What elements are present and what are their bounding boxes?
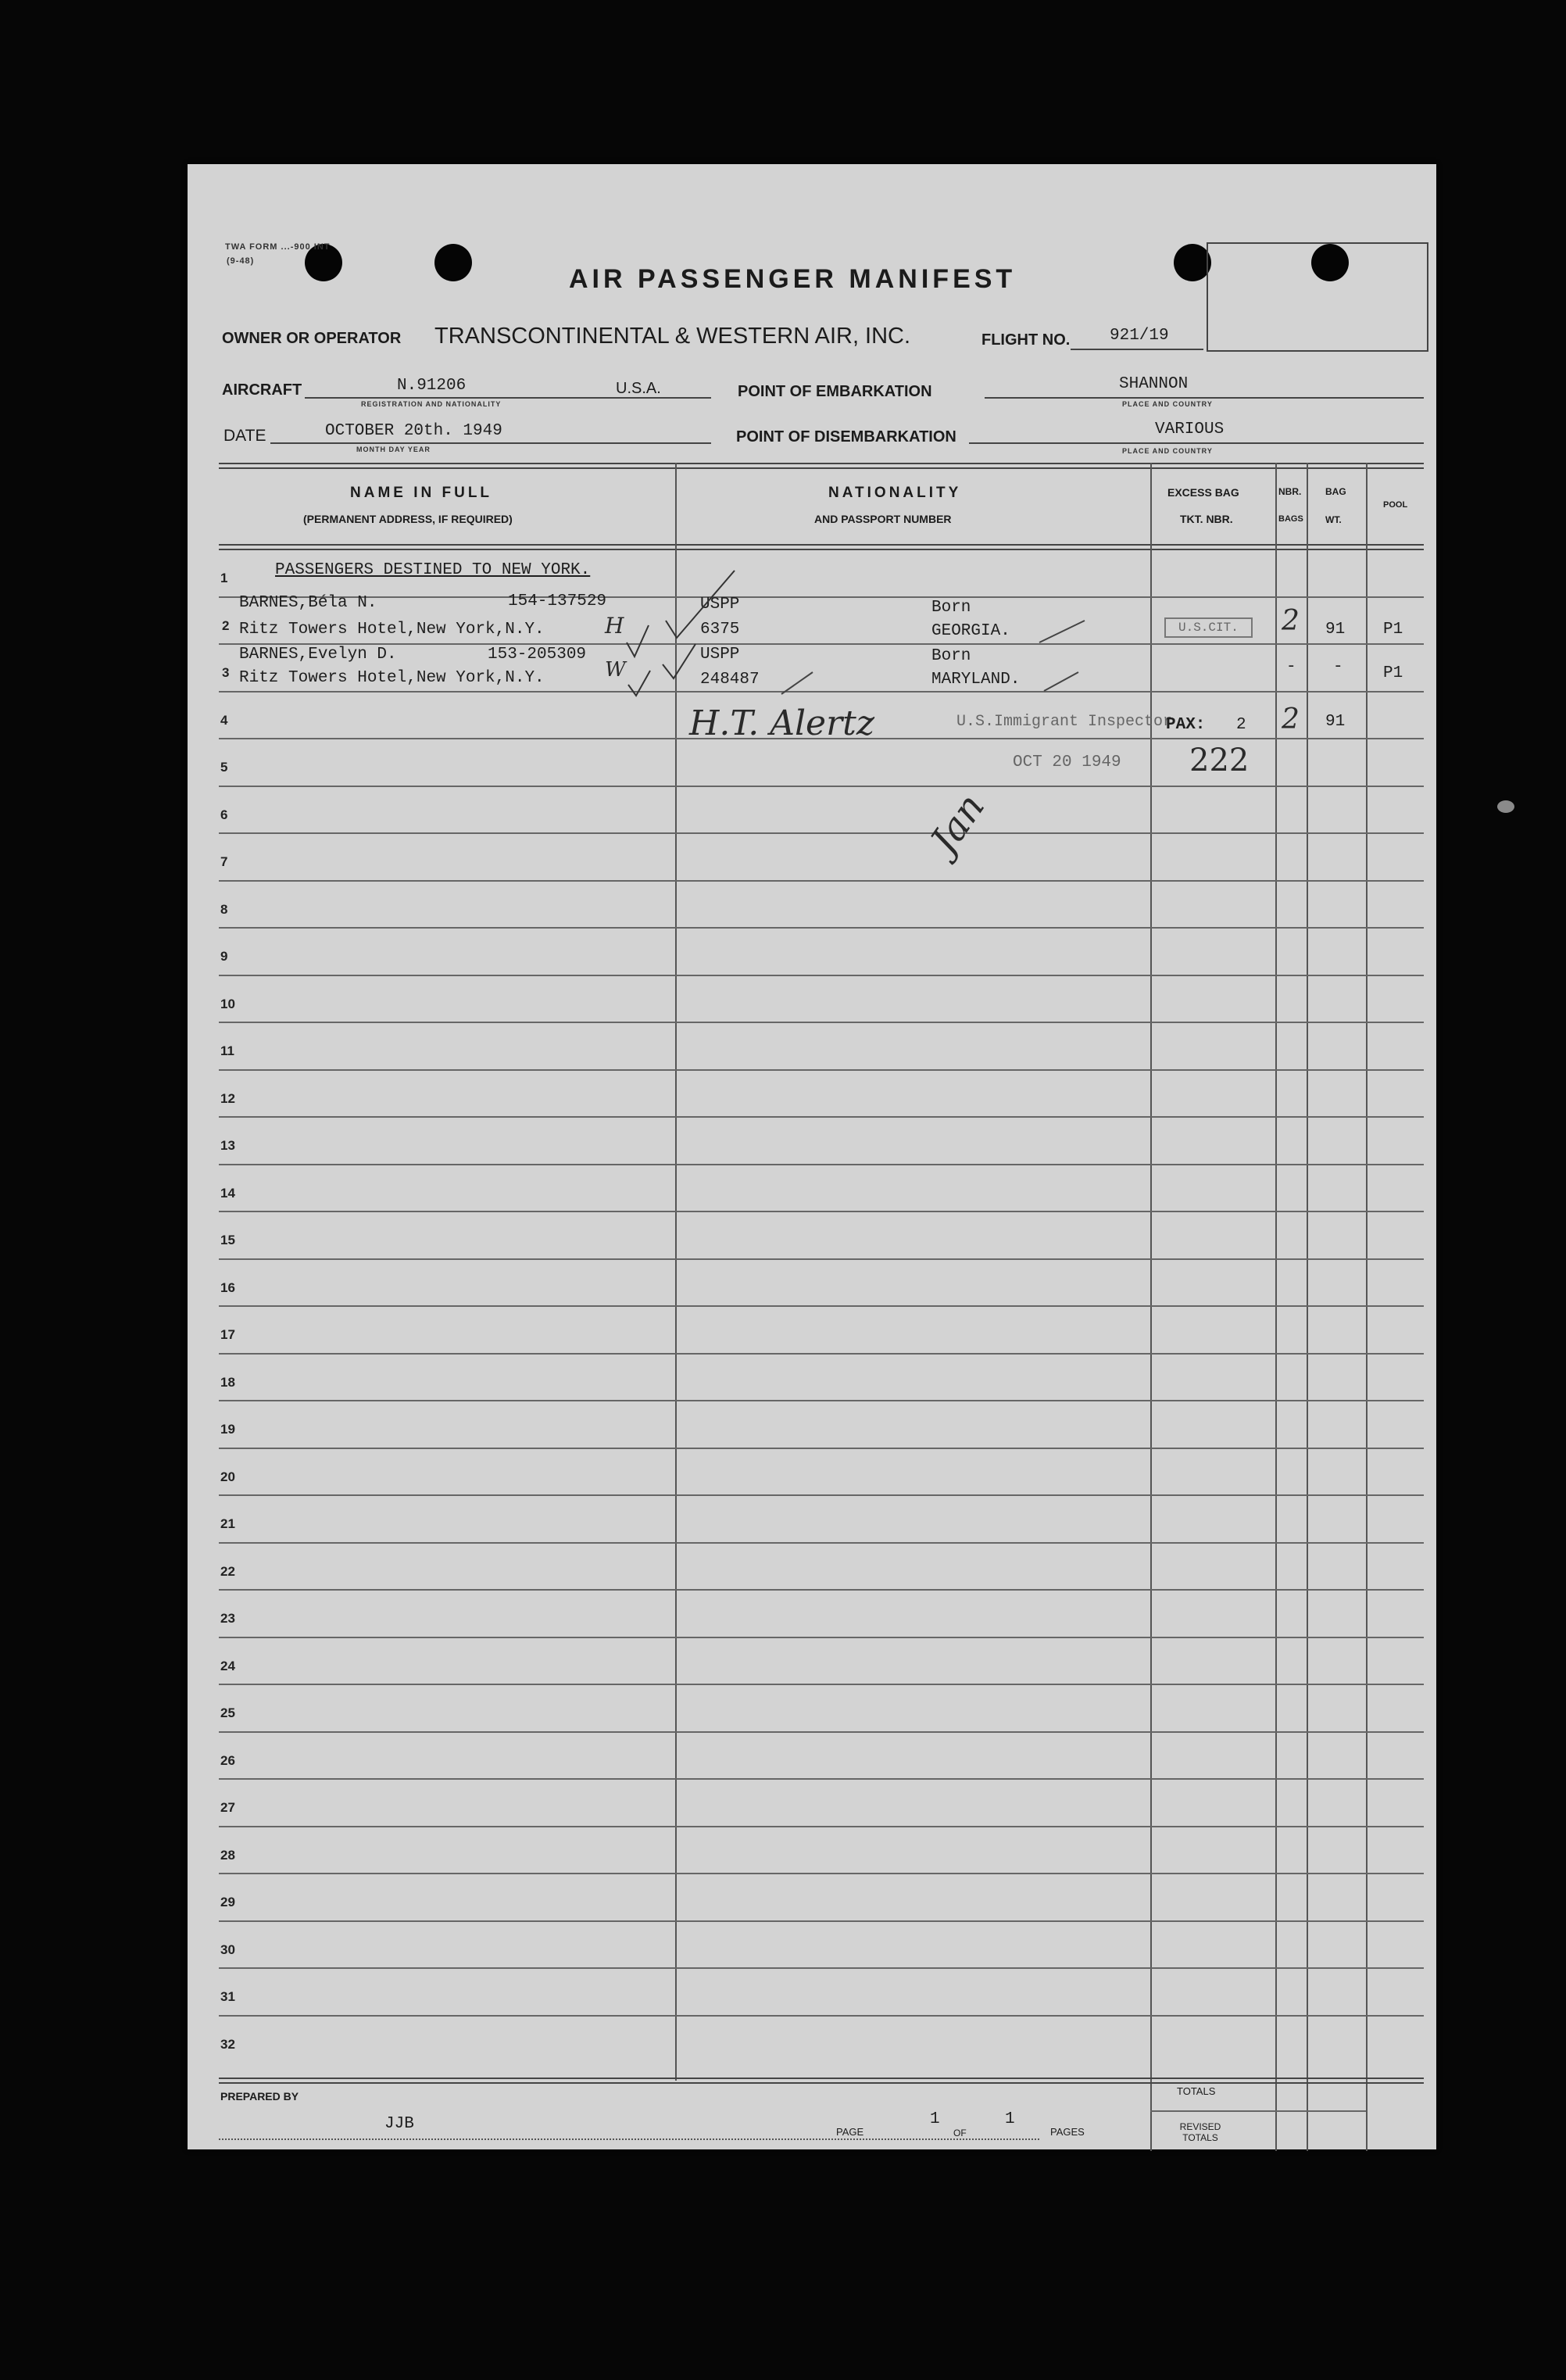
row-number: 6 bbox=[220, 807, 228, 822]
passenger-2-birthplace: MARYLAND. bbox=[931, 671, 1021, 689]
column-subheader-nationality: AND PASSPORT NUMBER bbox=[814, 513, 952, 525]
form-revision: (9-48) bbox=[227, 256, 255, 266]
passenger-1-birthplace: GEORGIA. bbox=[931, 622, 1010, 640]
row-number: 8 bbox=[220, 901, 228, 917]
inspector-signature: H.T. Alertz bbox=[689, 703, 874, 743]
passenger-2-bags: - bbox=[1286, 658, 1296, 676]
passenger-1-weight: 91 bbox=[1325, 621, 1346, 639]
pax-label: PAX: bbox=[1166, 716, 1206, 734]
row-number: 2 bbox=[222, 617, 230, 633]
row-rule bbox=[219, 2015, 1424, 2017]
date-label: DATE bbox=[223, 427, 266, 445]
tick-maryland bbox=[1044, 672, 1078, 691]
row-number: 21 bbox=[220, 1516, 235, 1531]
passenger-1-ticket: 154-137529 bbox=[508, 592, 607, 610]
column-subheader-nbr: BAGS bbox=[1278, 514, 1303, 524]
passenger-2-ticket: 153-205309 bbox=[488, 646, 587, 664]
passenger-1-mark: H bbox=[605, 613, 624, 639]
totals-label: TOTALS bbox=[1177, 2085, 1216, 2097]
check-mark-2 bbox=[663, 644, 695, 678]
row-rule bbox=[219, 1589, 1424, 1591]
row-number: 19 bbox=[220, 1422, 235, 1437]
row-number: 22 bbox=[220, 1563, 235, 1579]
stamp-number: 222 bbox=[1189, 743, 1250, 778]
row-number: 1 bbox=[220, 571, 228, 585]
passenger-2-born: Born bbox=[931, 647, 971, 665]
form-code: TWA FORM ...-900 INT bbox=[225, 242, 331, 252]
row-number: 11 bbox=[220, 1043, 234, 1058]
passenger-1-excess-stamp: U.S.CIT. bbox=[1164, 617, 1253, 638]
passenger-1-address: Ritz Towers Hotel,New York,N.Y. bbox=[239, 621, 545, 639]
check-mark-3 bbox=[627, 625, 649, 657]
row-number: 31 bbox=[220, 1989, 235, 2004]
disembarkation-label: POINT OF DISEMBARKATION bbox=[736, 428, 956, 446]
check-mark-1 bbox=[666, 571, 735, 638]
disembarkation-place: VARIOUS bbox=[1155, 421, 1225, 438]
row-number: 3 bbox=[222, 665, 230, 680]
owner-label: OWNER OR OPERATOR bbox=[222, 330, 402, 347]
embarkation-caption: PLACE AND COUNTRY bbox=[1122, 400, 1213, 408]
page-label: PAGE bbox=[836, 2126, 864, 2138]
column-header-excess-bag: EXCESS BAG bbox=[1167, 486, 1239, 499]
row-number: 28 bbox=[220, 1847, 235, 1863]
row-rule bbox=[219, 1731, 1424, 1733]
initials-scrawl: Jan bbox=[922, 786, 994, 862]
page-title: AIR PASSENGER MANIFEST bbox=[569, 264, 1017, 294]
row-rule bbox=[219, 1305, 1424, 1307]
flight-label: FLIGHT NO. bbox=[981, 331, 1071, 349]
row-number: 10 bbox=[220, 996, 235, 1011]
totals-divider bbox=[1150, 2110, 1366, 2112]
tick-passport bbox=[781, 672, 813, 694]
date-value: OCTOBER 20th. 1949 bbox=[325, 422, 502, 440]
background-speck bbox=[1497, 800, 1514, 813]
inspector-stamp: U.S.Immigrant Inspector bbox=[956, 713, 1173, 731]
row-number: 13 bbox=[220, 1138, 235, 1153]
row-rule bbox=[219, 1542, 1424, 1544]
row-number: 25 bbox=[220, 1705, 235, 1720]
flight-number: 921/19 bbox=[1110, 327, 1169, 345]
passenger-1-born: Born bbox=[931, 599, 971, 617]
aircraft-registration: N.91206 bbox=[397, 377, 467, 395]
row-number: 26 bbox=[220, 1752, 235, 1768]
row-rule bbox=[219, 1494, 1424, 1496]
passenger-2-address: Ritz Towers Hotel,New York,N.Y. bbox=[239, 669, 545, 687]
page-number: 1 bbox=[930, 2110, 940, 2128]
stamp-date: OCT 20 1949 bbox=[1013, 753, 1121, 771]
passenger-2-mark: W bbox=[605, 658, 626, 682]
passenger-2-passport-type: USPP bbox=[700, 646, 740, 664]
revised-totals-label: REVISED TOTALS bbox=[1179, 2121, 1221, 2143]
tick-georgia bbox=[1039, 621, 1085, 642]
row-rule bbox=[219, 1400, 1424, 1401]
row-rule bbox=[219, 1448, 1424, 1449]
pages-total: 1 bbox=[1005, 2110, 1015, 2128]
row-number: 18 bbox=[220, 1374, 235, 1390]
passenger-2-name: BARNES,Evelyn D. bbox=[239, 646, 397, 664]
row-rule bbox=[219, 1826, 1424, 1827]
aircraft-label: AIRCRAFT bbox=[222, 381, 302, 399]
pax-count: 2 bbox=[1236, 716, 1246, 734]
date-caption: MONTH DAY YEAR bbox=[356, 446, 431, 453]
row-rule bbox=[219, 1116, 1424, 1118]
check-mark-4 bbox=[628, 671, 650, 696]
row-rule bbox=[219, 1637, 1424, 1638]
row-rule bbox=[219, 1211, 1424, 1212]
column-subheader-name: (PERMANENT ADDRESS, IF REQUIRED) bbox=[303, 513, 513, 525]
owner-name: TRANSCONTINENTAL & WESTERN AIR, INC. bbox=[434, 324, 911, 349]
row-number: 14 bbox=[220, 1185, 235, 1201]
aircraft-caption: REGISTRATION AND NATIONALITY bbox=[361, 400, 502, 408]
row-number: 15 bbox=[220, 1233, 235, 1247]
passenger-1-bags: 2 bbox=[1282, 605, 1300, 637]
check-marks bbox=[188, 164, 1436, 1102]
row-rule bbox=[219, 1684, 1424, 1685]
row-number: 5 bbox=[220, 760, 228, 775]
manifest-sheet bbox=[188, 164, 1436, 2149]
passenger-1-passport-type: USPP bbox=[700, 596, 740, 614]
column-header-nbr: NBR. bbox=[1278, 486, 1302, 497]
passenger-1-passport-number: 6375 bbox=[700, 621, 740, 639]
passenger-2-pool: P1 bbox=[1383, 664, 1403, 682]
prepared-by-label: PREPARED BY bbox=[220, 2090, 299, 2103]
row-number: 12 bbox=[220, 1090, 235, 1106]
column-header-bag: BAG bbox=[1325, 486, 1346, 497]
column-header-nationality: NATIONALITY bbox=[828, 485, 962, 501]
passenger-1-name: BARNES,Béla N. bbox=[239, 594, 377, 612]
aircraft-nationality: U.S.A. bbox=[616, 380, 661, 397]
row-number: 7 bbox=[220, 854, 228, 869]
row-number: 16 bbox=[220, 1279, 235, 1295]
row-number: 20 bbox=[220, 1469, 235, 1484]
total-bags: 2 bbox=[1282, 703, 1300, 735]
passenger-2-weight: - bbox=[1333, 658, 1343, 676]
passenger-2-passport-number: 248487 bbox=[700, 671, 760, 689]
embarkation-label: POINT OF EMBARKATION bbox=[738, 383, 932, 400]
row-rule bbox=[219, 1164, 1424, 1165]
row-number: 9 bbox=[220, 949, 228, 964]
row-number: 17 bbox=[220, 1327, 235, 1342]
row-number: 23 bbox=[220, 1611, 235, 1626]
passenger-1-pool: P1 bbox=[1383, 621, 1403, 639]
column-header-name: NAME IN FULL bbox=[350, 485, 493, 501]
of-label: OF bbox=[953, 2128, 967, 2138]
row-rule bbox=[219, 1967, 1424, 1969]
row-number: 32 bbox=[220, 2036, 235, 2052]
disembarkation-caption: PLACE AND COUNTRY bbox=[1122, 447, 1213, 455]
embarkation-place: SHANNON bbox=[1119, 375, 1189, 393]
row-number: 4 bbox=[220, 712, 228, 728]
prepared-by-initials: JJB bbox=[384, 2115, 414, 2133]
row-rule bbox=[219, 1258, 1424, 1260]
row-number: 30 bbox=[220, 1942, 235, 1957]
prepared-by-dotted-line bbox=[219, 2138, 1039, 2140]
row-number: 24 bbox=[220, 1658, 235, 1673]
column-header-pool: POOL bbox=[1383, 500, 1408, 510]
row-rule bbox=[219, 1778, 1424, 1780]
row-number: 29 bbox=[220, 1895, 235, 1909]
row-rule bbox=[219, 1353, 1424, 1355]
row-number: 27 bbox=[220, 1800, 235, 1815]
destination-heading: PASSENGERS DESTINED TO NEW YORK. bbox=[275, 561, 591, 579]
pages-label: PAGES bbox=[1050, 2126, 1085, 2138]
column-subheader-bag: WT. bbox=[1325, 514, 1342, 525]
column-subheader-excess-bag: TKT. NBR. bbox=[1180, 513, 1233, 525]
total-weight: 91 bbox=[1325, 713, 1346, 731]
row-rule bbox=[219, 1920, 1424, 1922]
footer-rule bbox=[219, 2078, 1424, 2084]
row-rule bbox=[219, 1873, 1424, 1874]
